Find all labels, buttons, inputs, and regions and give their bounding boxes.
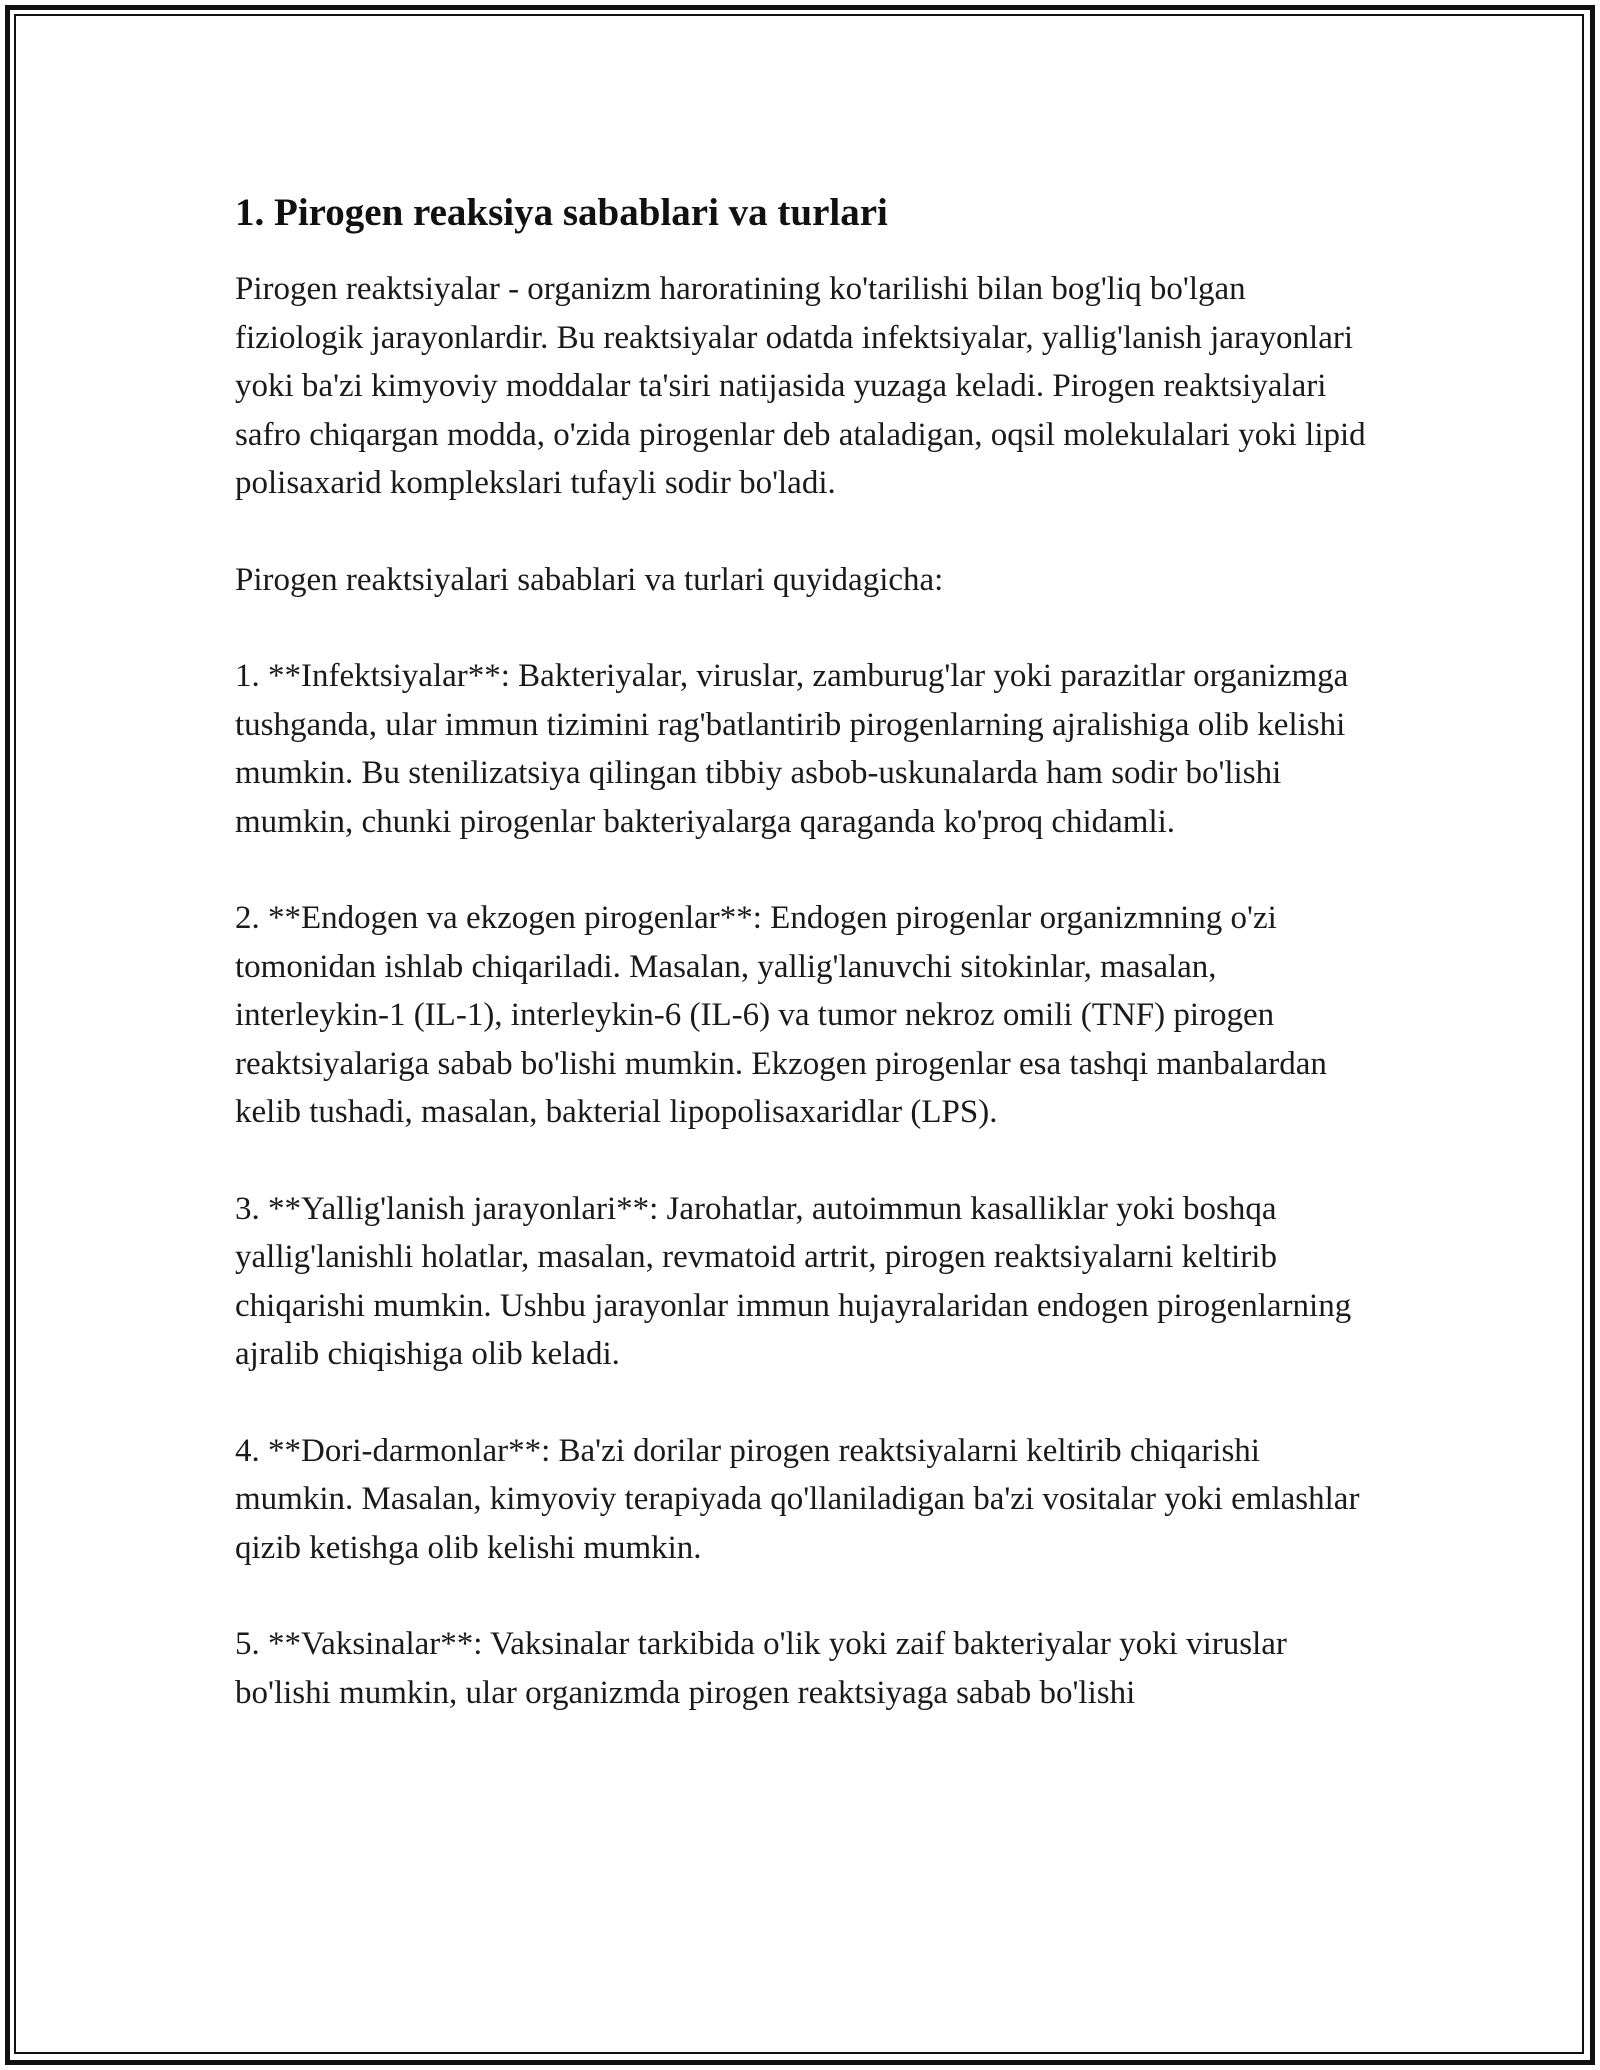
item-endogenous-exogenous-paragraph: 2. **Endogen va ekzogen pirogenlar**: Endogen pirogenlar organizmning o'zi tomonidan ishlab chiqariladi. Masalan, yallig'lanuvchi sitokinlar, masalan, interleykin-1 (IL-1), interleykin-6 (IL-6) va tumor nekroz omili (TNF) pirogen reaktsiyalariga sabab bo'lishi mumkin. Ekzogen pirogenlar esa tashqi manbalardan kelib tushadi, masalan, bakterial lipopolisaxaridlar (LPS). <box>235 900 1327 1130</box>
item-inflammation-paragraph: 3. **Yallig'lanish jarayonlari**: Jarohatlar, autoimmun kasalliklar yoki boshqa yallig'lanishli holatlar, masalan, revmatoid artrit, pirogen reaktsiyalarni keltirib chiqarishi mumkin. Ushbu jarayonlar immun hujayralaridan endogen pirogenlarning ajralib chiqishiga olib keladi. <box>235 1190 1352 1372</box>
document-body <box>235 185 1375 1765</box>
item-vaccines-paragraph: 5. **Vaksinalar**: Vaksinalar tarkibida o'lik yoki zaif bakteriyalar yoki viruslar bo'lishi mumkin, ular organizmda pirogen reaktsiyaga sabab bo'lishi <box>235 1626 1287 1711</box>
section-heading: 1. Pirogen reaksiya sabablari va turlari <box>235 191 888 234</box>
intro-paragraph: Pirogen reaktsiyalar - organizm haroratining ko'tarilishi bilan bog'liq bo'lgan fiziologik jarayonlardir. Bu reaktsiyalar odatda infektsiyalar, yallig'lanish jarayonlari yoki ba'zi kimyoviy moddalar ta'siri natijasida yuzaga keladi. Pirogen reaktsiyalari safro chiqargan modda, o'zida pirogenlar deb ataladigan, oqsil molekulalari yoki lipid polisaxarid komplekslari tufayli sodir bo'ladi. <box>235 271 1366 501</box>
item-medications-paragraph: 4. **Dori-darmonlar**: Ba'zi dorilar pirogen reaktsiyalarni keltirib chiqarishi mumkin. Masalan, kimyoviy terapiyada qo'llaniladigan ba'zi vositalar yoki emlashlar qizib ketishga olib kelishi mumkin. <box>235 1432 1360 1566</box>
item-infections-paragraph: 1. **Infektsiyalar**: Bakteriyalar, viruslar, zamburug'lar yoki parazitlar organizmga tushganda, ular immun tizimini rag'batlantirib pirogenlarning ajralishiga olib kelishi mumkin. Bu stenilizatsiya qilingan tibbiy asbob-uskunalarda ham sodir bo'lishi mumkin, chunki pirogenlar bakteriyalarga qaraganda ko'proq chidamli. <box>235 658 1349 840</box>
list-intro-paragraph: Pirogen reaktsiyalari sabablari va turlari quyidagicha: <box>235 561 944 598</box>
